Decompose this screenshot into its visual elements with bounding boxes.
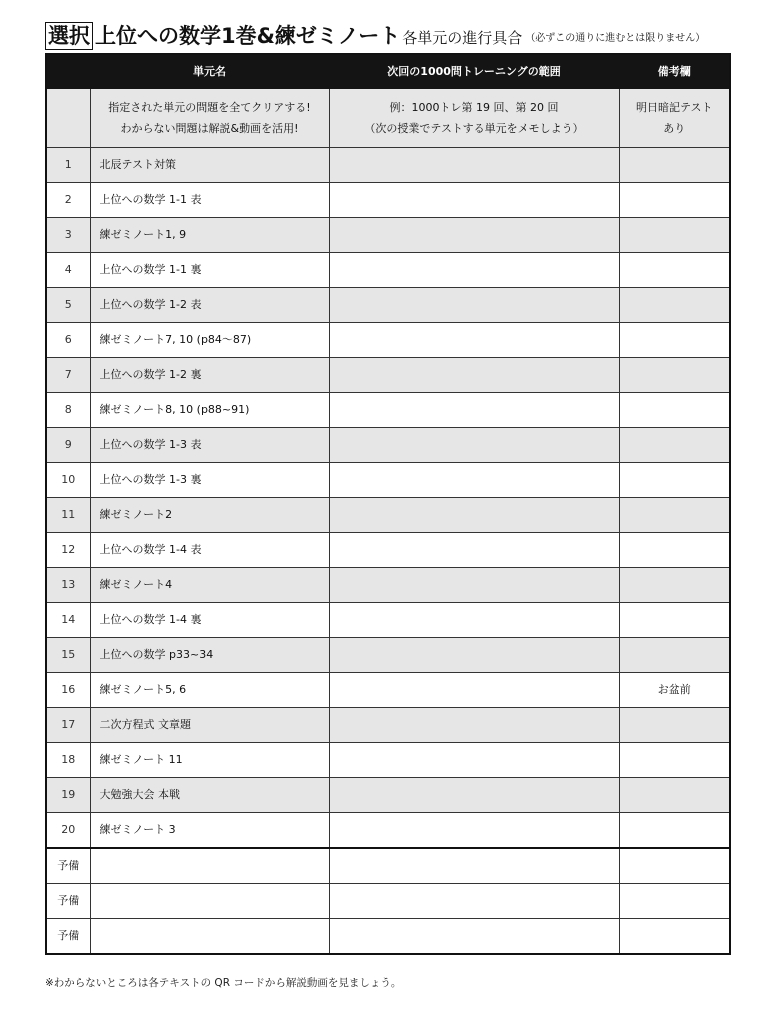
spare-unit-cell[interactable] (90, 919, 329, 955)
row-unit-name: 上位への数学 1-3 裏 (90, 463, 329, 498)
row-unit-name: 上位への数学 1-3 表 (90, 428, 329, 463)
row-unit-name: 練ゼミノート5, 6 (90, 673, 329, 708)
footnote: ※わからないところは各テキストの QR コードから解説動画を見ましょう。 (45, 977, 402, 989)
row-note (619, 743, 730, 778)
row-range-cell[interactable] (329, 288, 619, 323)
row-range-cell[interactable] (329, 323, 619, 358)
row-unit-name: 上位への数学 1-2 表 (90, 288, 329, 323)
row-number: 12 (46, 533, 90, 568)
row-note (619, 568, 730, 603)
row-number: 13 (46, 568, 90, 603)
table-row (46, 323, 730, 358)
page-title: 上位への数学1巻&練ゼミノート (95, 24, 401, 48)
table-row (46, 218, 730, 253)
spare-label: 予備 (46, 848, 90, 884)
row-unit-name: 練ゼミノート1, 9 (90, 218, 329, 253)
progress-table (45, 53, 731, 955)
subtitle-note: （必ずこの通りに進むとは限りません） (525, 33, 706, 44)
row-unit-name: 練ゼミノート2 (90, 498, 329, 533)
table-row (46, 148, 730, 183)
row-range-cell[interactable] (329, 393, 619, 428)
spare-range-cell[interactable] (329, 848, 619, 884)
table-row (46, 288, 730, 323)
table-row (46, 393, 730, 428)
instruction-range-line2: （次の授業でテストする単元をメモしよう） (364, 122, 584, 135)
table-row (46, 673, 730, 708)
row-note (619, 253, 730, 288)
instruction-note-line2: あり (663, 122, 686, 135)
table-row (46, 358, 730, 393)
spare-row (46, 884, 730, 919)
row-note (619, 288, 730, 323)
table-row (46, 463, 730, 498)
spare-unit-cell[interactable] (90, 884, 329, 919)
title-row (45, 16, 745, 50)
row-range-cell[interactable] (329, 253, 619, 288)
table-row (46, 253, 730, 288)
row-note (619, 393, 730, 428)
instruction-note-line1: 明日暗記テスト (635, 101, 713, 114)
row-range-cell[interactable] (329, 778, 619, 813)
table-row (46, 183, 730, 218)
table-row (46, 708, 730, 743)
row-unit-name: 上位への数学 p33~34 (90, 638, 329, 673)
header-number-cell (46, 54, 90, 89)
row-unit-name: 北辰テスト対策 (90, 148, 329, 183)
row-range-cell[interactable] (329, 358, 619, 393)
row-note (619, 183, 730, 218)
instruction-number-cell (46, 89, 90, 148)
spare-label: 予備 (46, 919, 90, 955)
row-number: 5 (46, 288, 90, 323)
instruction-row (46, 89, 730, 148)
row-number: 11 (46, 498, 90, 533)
row-range-cell[interactable] (329, 708, 619, 743)
row-range-cell[interactable] (329, 533, 619, 568)
instruction-unit-line1: 指定された単元の問題を全てクリアする! (108, 101, 311, 114)
row-unit-name: 練ゼミノート7, 10 (p84～87) (90, 323, 329, 358)
row-number: 10 (46, 463, 90, 498)
row-number: 6 (46, 323, 90, 358)
select-label-box: 選択 (45, 22, 93, 50)
row-note (619, 498, 730, 533)
row-range-cell[interactable] (329, 218, 619, 253)
row-unit-name: 練ゼミノート4 (90, 568, 329, 603)
instruction-unit-line2: わからない問題は解説&動画を活用! (120, 122, 299, 135)
row-number: 14 (46, 603, 90, 638)
row-number: 3 (46, 218, 90, 253)
row-unit-name: 上位への数学 1-1 裏 (90, 253, 329, 288)
row-number: 2 (46, 183, 90, 218)
row-note (619, 638, 730, 673)
row-number: 16 (46, 673, 90, 708)
page-subtitle: 各単元の進行具合 (402, 29, 523, 47)
table-row (46, 568, 730, 603)
header-range: 次回の1000問トレーニングの範囲 (329, 54, 619, 89)
row-number: 9 (46, 428, 90, 463)
row-note (619, 428, 730, 463)
row-note (619, 148, 730, 183)
row-note (619, 603, 730, 638)
row-number: 18 (46, 743, 90, 778)
row-number: 17 (46, 708, 90, 743)
row-range-cell[interactable] (329, 743, 619, 778)
row-range-cell[interactable] (329, 638, 619, 673)
spare-range-cell[interactable] (329, 884, 619, 919)
table-row (46, 428, 730, 463)
row-unit-name: 練ゼミノート 3 (90, 813, 329, 849)
row-number: 4 (46, 253, 90, 288)
table-row (46, 638, 730, 673)
row-range-cell[interactable] (329, 498, 619, 533)
row-number: 1 (46, 148, 90, 183)
spare-note-cell[interactable] (619, 848, 730, 884)
table-row (46, 498, 730, 533)
table-row (46, 778, 730, 813)
spare-unit-cell[interactable] (90, 848, 329, 884)
row-number: 20 (46, 813, 90, 849)
spare-row (46, 919, 730, 955)
row-note (619, 533, 730, 568)
spare-range-cell[interactable] (329, 919, 619, 955)
table-row (46, 533, 730, 568)
row-note (619, 358, 730, 393)
row-unit-name: 大勉強大会 本戦 (90, 778, 329, 813)
row-unit-name: 上位への数学 1-4 表 (90, 533, 329, 568)
row-note: お盆前 (619, 673, 730, 708)
row-note (619, 813, 730, 849)
instruction-range-cell (329, 89, 619, 148)
row-note (619, 323, 730, 358)
instruction-unit-cell (90, 89, 329, 148)
row-number: 7 (46, 358, 90, 393)
row-note (619, 778, 730, 813)
row-number: 15 (46, 638, 90, 673)
spare-note-cell[interactable] (619, 919, 730, 955)
row-range-cell[interactable] (329, 463, 619, 498)
spare-row (46, 848, 730, 884)
header-note: 備考欄 (619, 54, 730, 89)
row-number: 19 (46, 778, 90, 813)
row-note (619, 218, 730, 253)
row-note (619, 463, 730, 498)
row-unit-name: 上位への数学 1-1 表 (90, 183, 329, 218)
row-range-cell[interactable] (329, 148, 619, 183)
row-note (619, 708, 730, 743)
row-range-cell[interactable] (329, 428, 619, 463)
spare-note-cell[interactable] (619, 884, 730, 919)
row-range-cell[interactable] (329, 568, 619, 603)
table-row (46, 603, 730, 638)
row-unit-name: 練ゼミノート8, 10 (p88~91) (90, 393, 329, 428)
table-row (46, 743, 730, 778)
row-range-cell[interactable] (329, 603, 619, 638)
row-number: 8 (46, 393, 90, 428)
row-range-cell[interactable] (329, 813, 619, 849)
row-unit-name: 二次方程式 文章題 (90, 708, 329, 743)
instruction-range-line1: 例：1000トレ第 19 回、第 20 回 (389, 101, 559, 114)
table-header-row (46, 54, 730, 89)
table-row (46, 813, 730, 849)
row-range-cell[interactable] (329, 673, 619, 708)
row-range-cell[interactable] (329, 183, 619, 218)
spare-label: 予備 (46, 884, 90, 919)
instruction-note-cell (619, 89, 730, 148)
header-unit: 単元名 (90, 54, 329, 89)
row-unit-name: 練ゼミノート 11 (90, 743, 329, 778)
row-unit-name: 上位への数学 1-2 裏 (90, 358, 329, 393)
row-unit-name: 上位への数学 1-4 裏 (90, 603, 329, 638)
